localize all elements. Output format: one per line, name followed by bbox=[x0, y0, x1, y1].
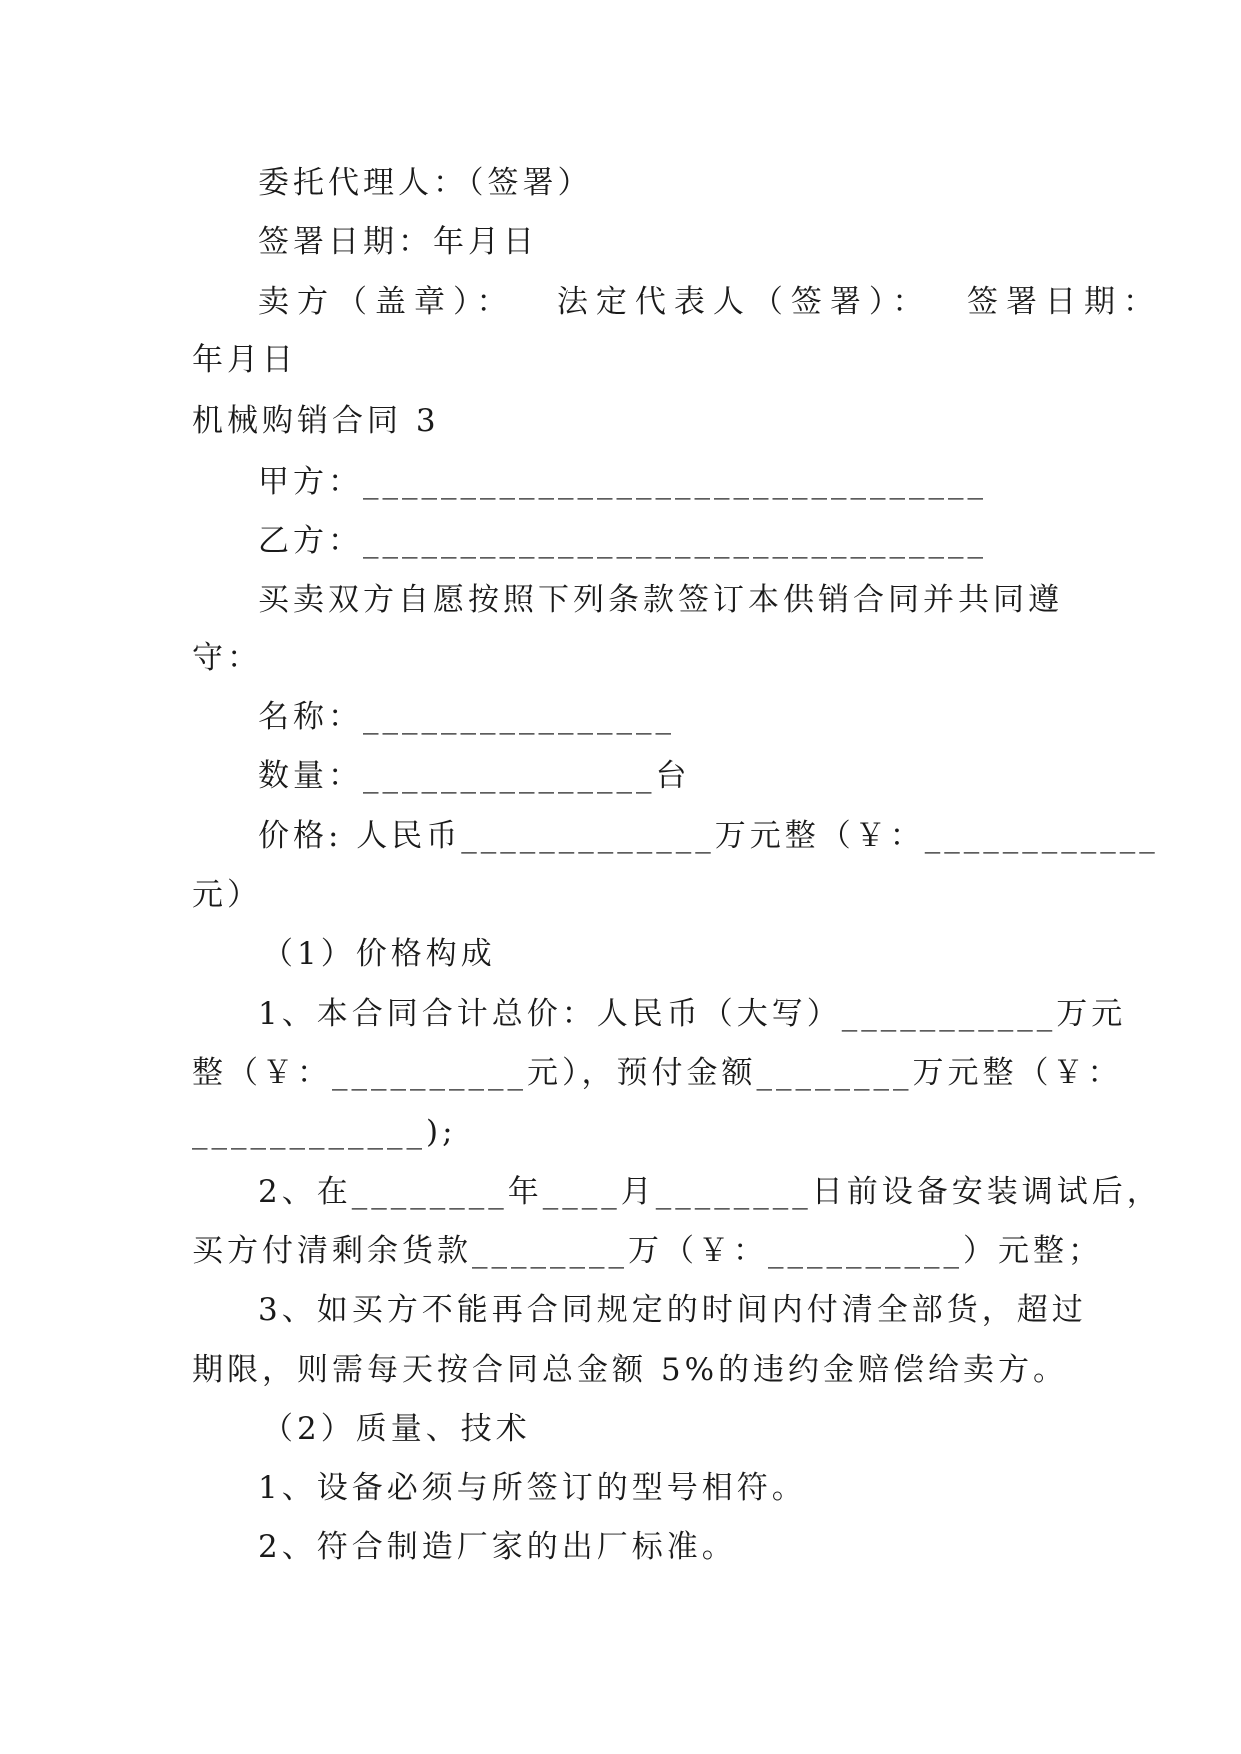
clause-1-3: 3、如买方不能再合同规定的时间内付清全部货，超过 bbox=[258, 1292, 1087, 1328]
clause-1-1-cont: 整（￥：__________元），预付金额________万元整（￥： bbox=[192, 1055, 1123, 1091]
intro-paragraph: 买卖双方自愿按照下列条款签订本供销合同并共同遵 bbox=[258, 582, 1063, 618]
party-a-line: 甲方：________________________________ bbox=[258, 464, 987, 500]
signing-date-line: 签署日期：年月日 bbox=[258, 224, 538, 260]
clause-2-2: 2、符合制造厂家的出厂标准。 bbox=[258, 1529, 737, 1565]
clause-1-3-cont: 期限，则需每天按合同总金额 5%的违约金赔偿给卖方。 bbox=[192, 1352, 1069, 1388]
section-2-heading: （2）质量、技术 bbox=[262, 1411, 531, 1447]
price-line-cont: 元） bbox=[192, 877, 262, 913]
quantity-line: 数量：_______________台 bbox=[258, 758, 691, 794]
agent-signature-line: 委托代理人：（签署） bbox=[258, 165, 593, 201]
clause-1-1: 1、本合同合计总价：人民币（大写）___________万元 bbox=[258, 996, 1127, 1032]
clause-1-2: 2、在________年____月________日前设备安装调试后， bbox=[258, 1174, 1162, 1210]
price-line: 价格: 人民币_____________万元整（￥：____________ bbox=[258, 818, 1159, 854]
clause-1-1-cont2: ____________); bbox=[192, 1114, 457, 1150]
clause-1-2-cont: 买方付清剩余货款________万（￥：__________）元整； bbox=[192, 1233, 1103, 1269]
seller-signature-line: 卖方（盖章）： 法定代表人（签署）： 签署日期： bbox=[258, 284, 1163, 320]
party-b-line: 乙方：________________________________ bbox=[258, 523, 987, 559]
section-1-heading: （1）价格构成 bbox=[262, 936, 496, 972]
product-name-line: 名称：________________ bbox=[258, 699, 675, 735]
seller-date-line: 年月日 bbox=[192, 342, 297, 378]
contract-title: 机械购销合同 3 bbox=[192, 403, 440, 439]
intro-paragraph-cont: 守： bbox=[192, 640, 262, 676]
clause-2-1: 1、设备必须与所签订的型号相符。 bbox=[258, 1470, 807, 1506]
